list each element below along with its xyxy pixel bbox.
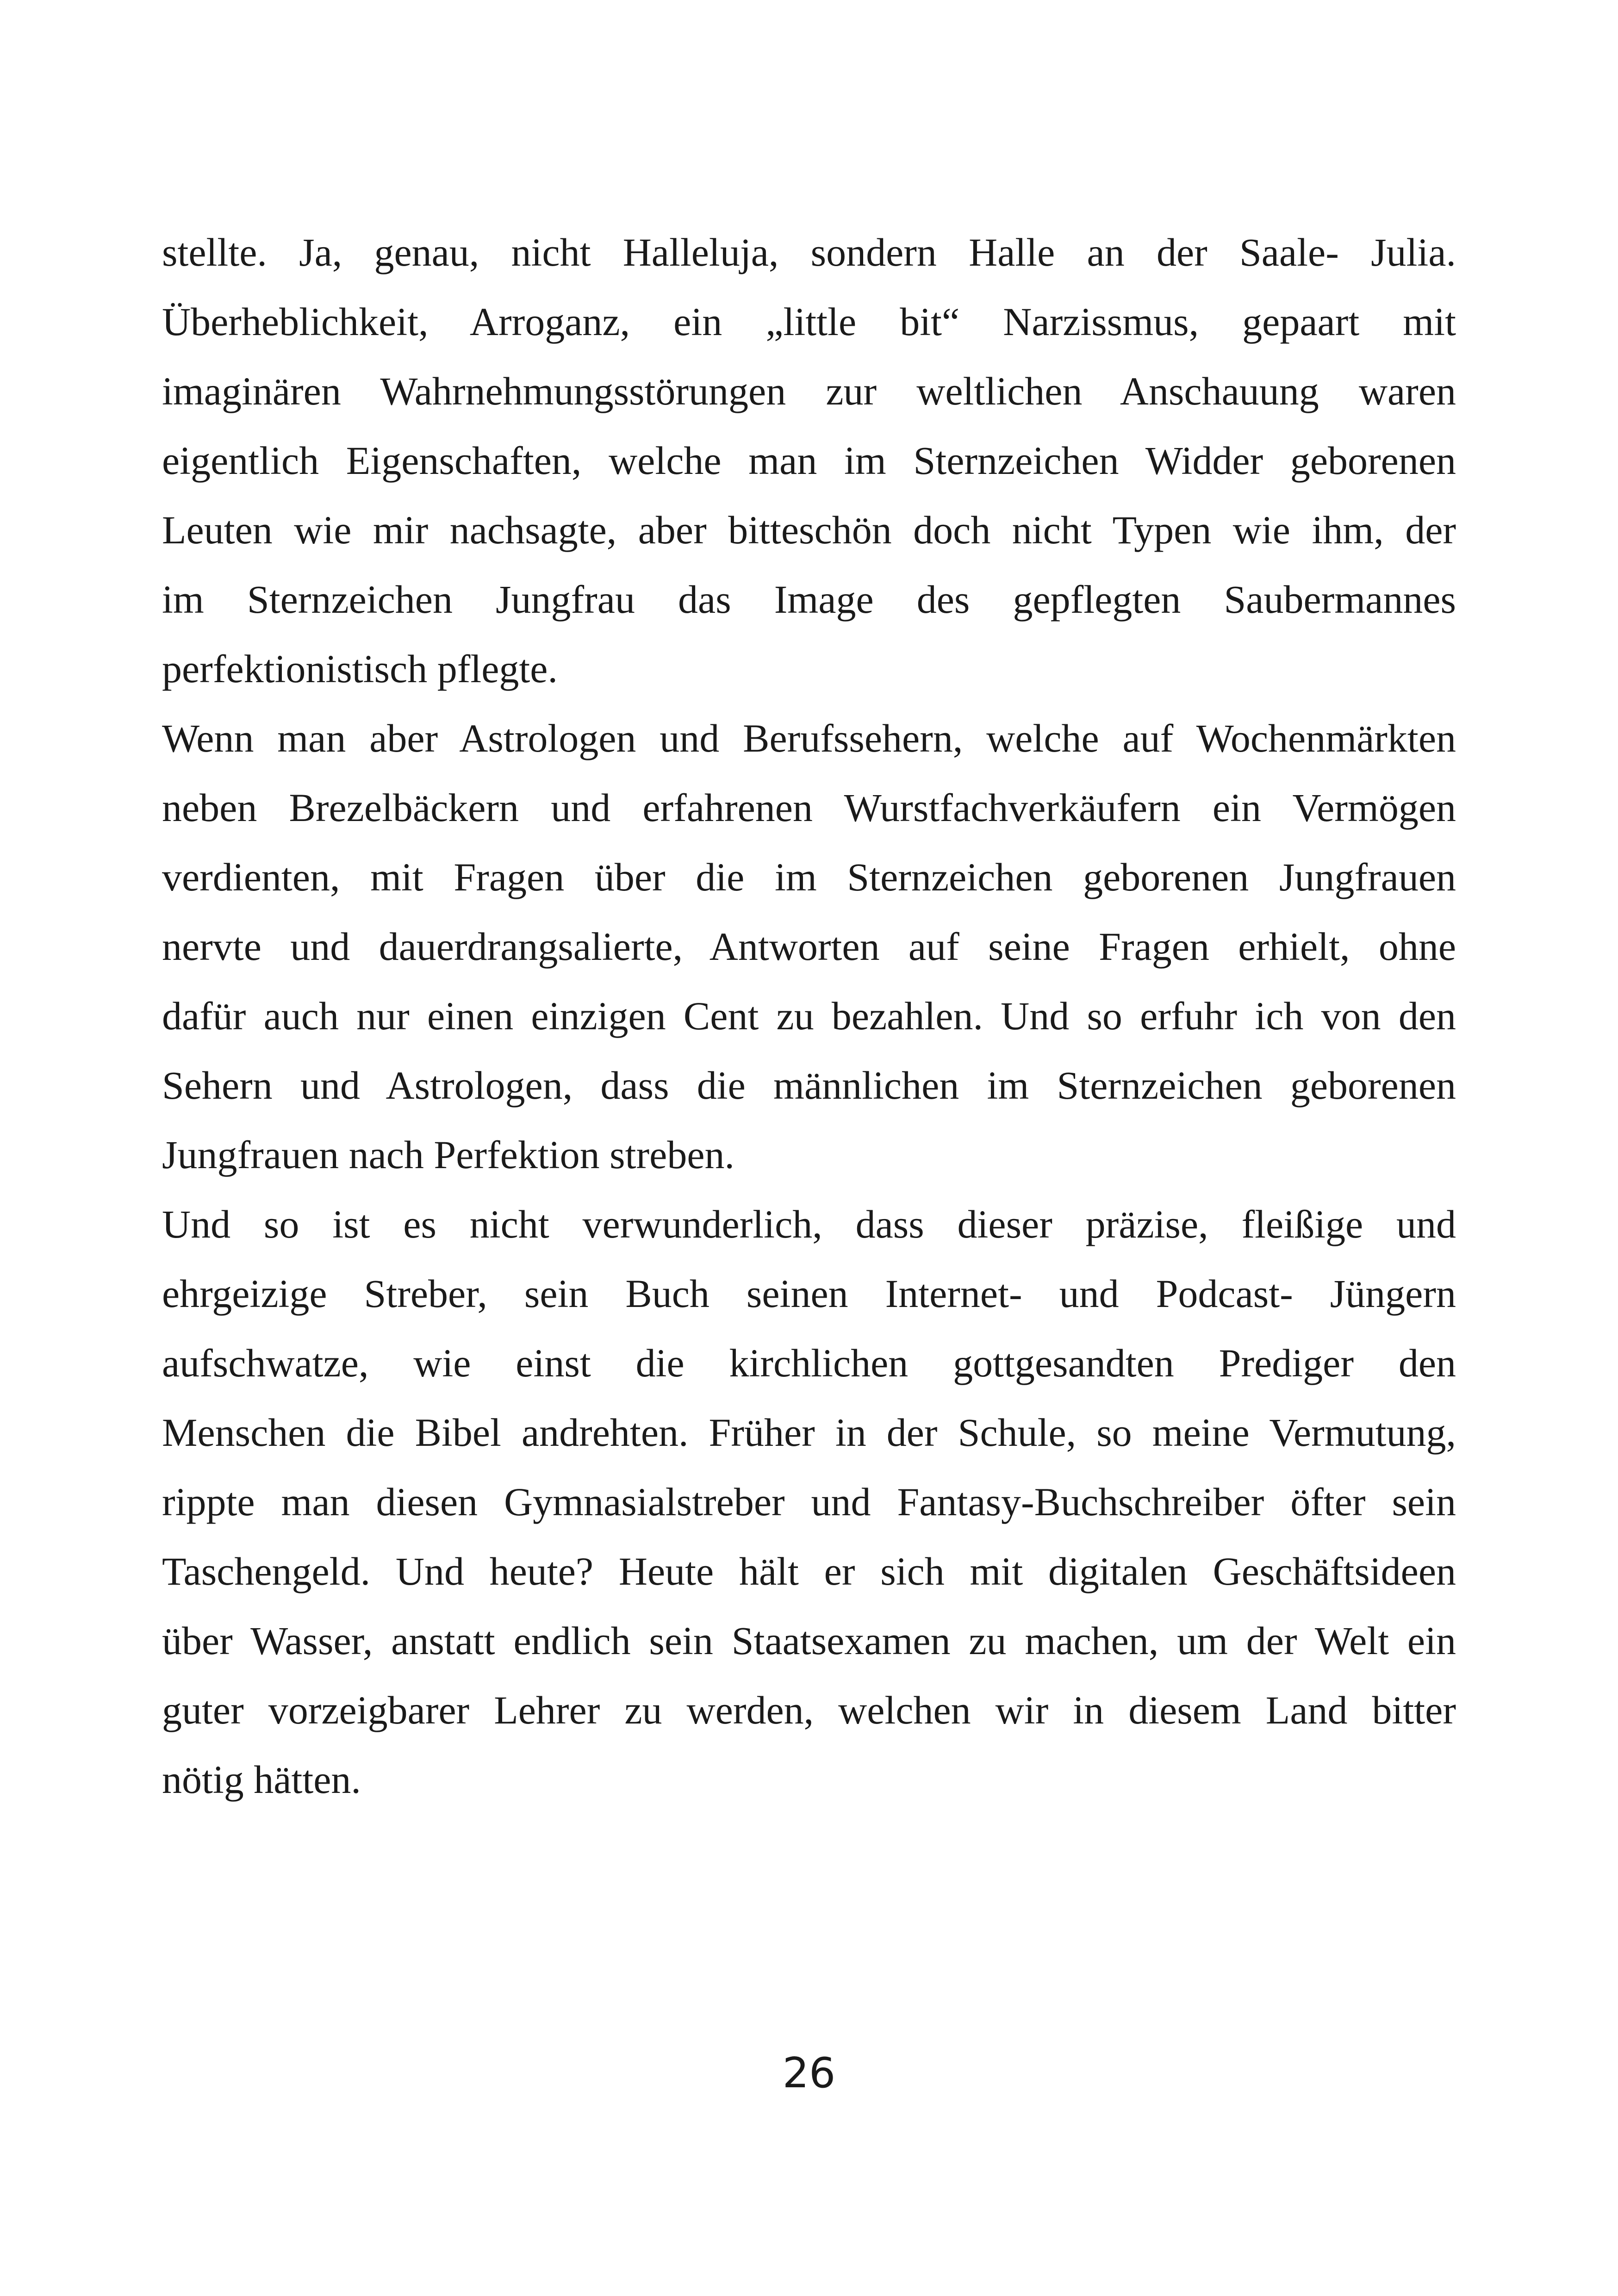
text-line: nervte und dauerdrangsalierte, Antworten auf seine Fragen erhielt, ohne [162,924,1456,969]
text-line: Taschengeld. Und heute? Heute hält er sich mit digitalen Geschäftsideen [162,1549,1456,1593]
text-line: aufschwatze, wie einst die kirchlichen gottgesandten Prediger den [162,1341,1456,1385]
text-line: Leuten wie mir nachsagte, aber bitteschön doch nicht Typen wie ihm, der [162,508,1456,552]
text-line: Menschen die Bibel andrehten. Früher in der Schule, so meine Vermutung, [162,1410,1456,1455]
text-line: ehrgeizige Streber, sein Buch seinen Internet- und Podcast- Jüngern [162,1271,1456,1316]
page-number: 26 [782,2049,836,2097]
text-line: imaginären Wahrnehmungsstörungen zur weltlichen Anschauung waren [162,369,1456,413]
text-line: über Wasser, anstatt endlich sein Staatsexamen zu machen, um der Welt ein [162,1618,1456,1663]
text-line: Und so ist es nicht verwunderlich, dass dieser präzise, fleißige und [162,1202,1456,1246]
text-line: Wenn man aber Astrologen und Berufssehern, welche auf Wochenmärkten [162,716,1456,760]
text-line: dafür auch nur einen einzigen Cent zu bezahlen. Und so erfuhr ich von den [162,994,1456,1038]
body-text [162,218,1456,1814]
text-line: guter vorzeigbarer Lehrer zu werden, welchen wir in diesem Land bitter [162,1688,1456,1732]
text-line: nötig hätten. [162,1757,361,1802]
text-line: Überheblichkeit, Arroganz, ein „little bit“ Narzissmus, gepaart mit [162,299,1456,344]
text-line: perfektionistisch pflegte. [162,647,558,691]
text-line: eigentlich Eigenschaften, welche man im Sternzeichen Widder geborenen [162,438,1456,483]
text-line: rippte man diesen Gymnasialstreber und Fantasy-Buchschreiber öfter sein [162,1480,1456,1524]
text-line: neben Brezelbäckern und erfahrenen Wurstfachverkäufern ein Vermögen [162,785,1456,830]
text-line: Sehern und Astrologen, dass die männlichen im Sternzeichen geborenen [162,1063,1456,1108]
text-line: Jungfrauen nach Perfektion streben. [162,1132,735,1177]
text-line: verdienten, mit Fragen über die im Sternzeichen geborenen Jungfrauen [162,855,1456,899]
text-line: im Sternzeichen Jungfrau das Image des gepflegten Saubermannes [162,577,1456,622]
text-line: stellte. Ja, genau, nicht Halleluja, sondern Halle an der Saale- Julia. [162,230,1456,274]
